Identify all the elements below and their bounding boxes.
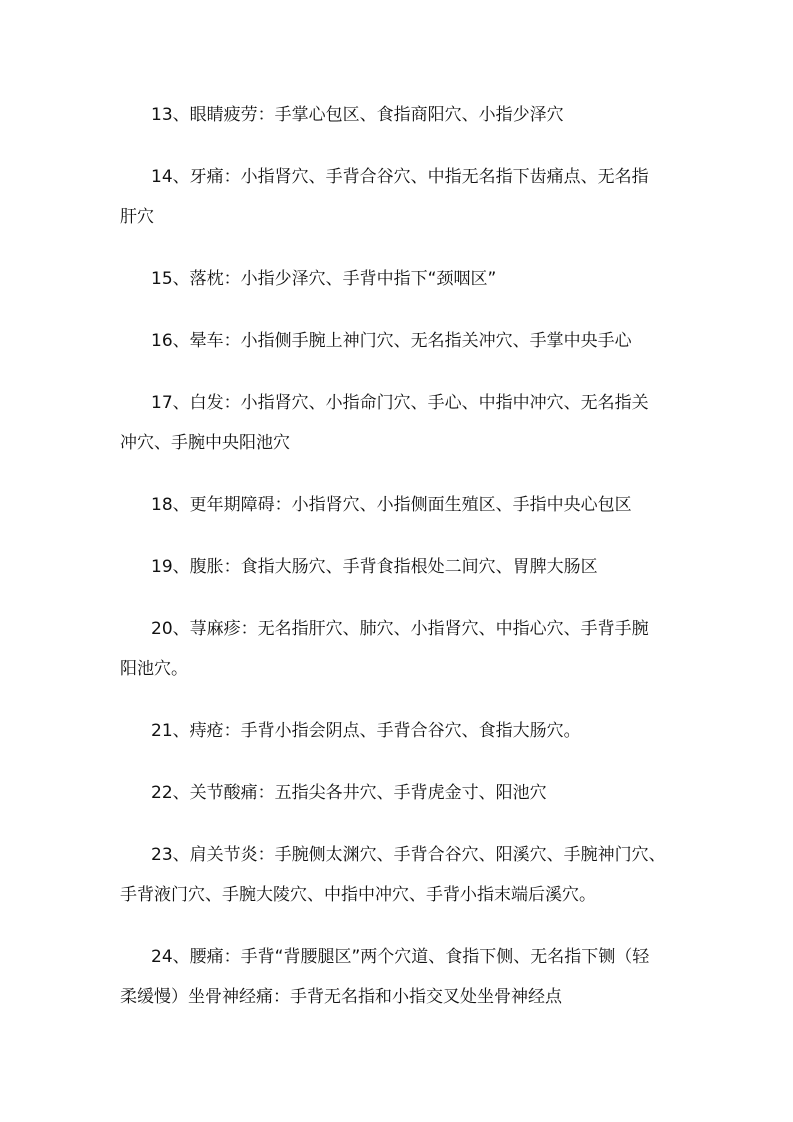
paragraph	[120, 95, 680, 135]
document-body	[120, 95, 680, 1039]
text-line: 19、腹胀：食指大肠穴、手背食指根处二间穴、胃脾大肠区	[151, 557, 598, 577]
text-line: 冲穴、手腕中央阳池穴	[120, 433, 290, 453]
paragraph	[120, 835, 680, 915]
text-line: 15、落枕：小指少泽穴、手背中指下“颈咽区”	[151, 269, 497, 289]
text-line: 14、牙痛：小指肾穴、手背合谷穴、中指无名指下齿痛点、无名指	[151, 167, 649, 187]
paragraph	[120, 711, 680, 751]
text-line: 13、眼睛疲劳：手掌心包区、食指商阳穴、小指少泽穴	[151, 105, 564, 125]
paragraph	[120, 383, 680, 463]
text-line: 柔缓慢）坐骨神经痛：手背无名指和小指交叉处坐骨神经点	[120, 987, 562, 1007]
text-line: 20、荨麻疹：无名指肝穴、肺穴、小指肾穴、中指心穴、手背手腕	[151, 619, 649, 639]
text-line: 17、白发：小指肾穴、小指命门穴、手心、中指中冲穴、无名指关	[151, 393, 649, 413]
paragraph	[120, 609, 680, 689]
paragraph	[120, 773, 680, 813]
paragraph	[120, 321, 680, 361]
paragraph	[120, 157, 680, 237]
text-line: 16、晕车：小指侧手腕上神门穴、无名指关冲穴、手掌中央手心	[151, 331, 632, 351]
text-line: 阳池穴。	[120, 659, 188, 679]
text-line: 23、肩关节炎：手腕侧太渊穴、手背合谷穴、阳溪穴、手腕神门穴、	[151, 845, 666, 865]
text-line: 24、腰痛：手背“背腰腿区”两个穴道、食指下侧、无名指下铡（轻	[151, 947, 650, 967]
text-line: 肝穴	[120, 207, 154, 227]
paragraph	[120, 937, 680, 1017]
paragraph	[120, 485, 680, 525]
paragraph	[120, 259, 680, 299]
text-line: 手背液门穴、手腕大陵穴、中指中冲穴、手背小指末端后溪穴。	[120, 885, 596, 905]
text-line: 21、痔疮：手背小指会阴点、手背合谷穴、食指大肠穴。	[151, 721, 581, 741]
text-line: 22、关节酸痛：五指尖各井穴、手背虎金寸、阳池穴	[151, 783, 547, 803]
paragraph	[120, 547, 680, 587]
text-line: 18、更年期障碍：小指肾穴、小指侧面生殖区、手指中央心包区	[151, 495, 632, 515]
